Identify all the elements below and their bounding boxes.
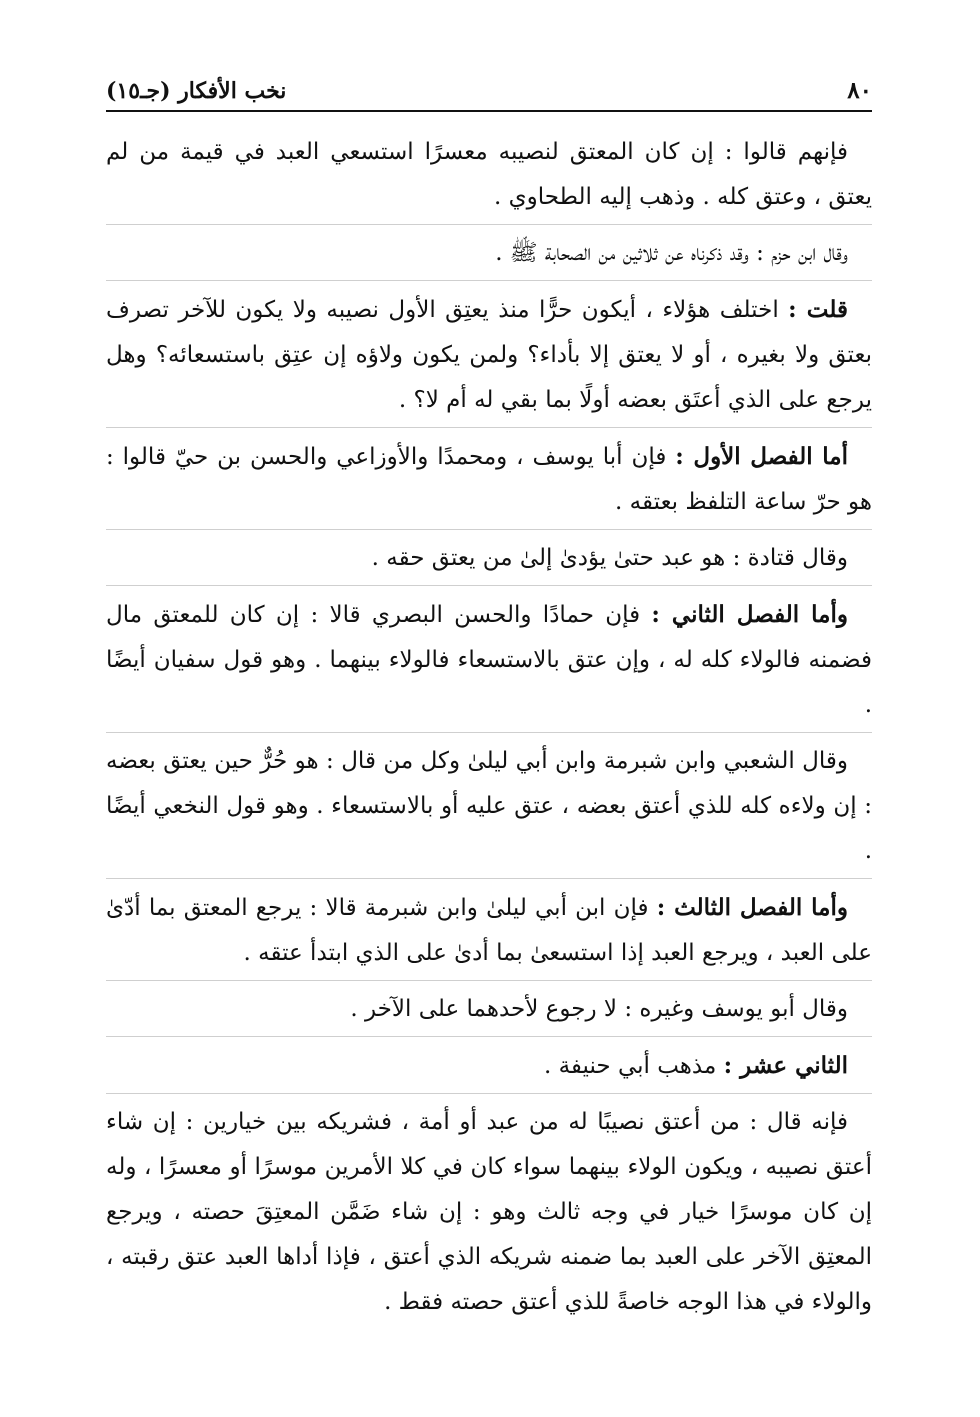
paragraph-text: مذهب أبي حنيفة . — [543, 1053, 724, 1079]
page-body — [106, 124, 872, 1329]
paragraph-lead: قلت : — [788, 296, 848, 323]
paragraph — [106, 1036, 872, 1093]
paragraph-text: فإن أبا يوسف ، ومحمدًا والأوزاعي والحسن بن حيّ قالوا : هو حرّ ساعة التلفظ بعتقه . — [106, 444, 872, 515]
paragraph — [106, 124, 872, 224]
paragraph-text: فإنه قال : من أعتق نصيبًا له من عبد أو أمة ، فشريكه بين خيارين : إن شاء أعتق نصيبه ، ويكون الولاء بينهما سواء كان في كلا الأمرين موسرًا أو معسرًا ، وله إن كان موسرًا خيار في وجه ثالث وهو : إن شاء ضَمَّن المعتِقَ حصته ، ويرجع المعتِق الآخر على العبد بما ضمنه شريكه الذي أعتق ، فإذا أداها العبد عتق رقبته ، والولاء في هذا الوجه خاصةً للذي أعتق حصته فقط . — [106, 1109, 872, 1315]
paragraph-text: فإن ابن أبي ليلىٰ وابن شبرمة قالا : يرجع المعتق بما أدّىٰ على العبد ، ويرجع العبد إذا استسعىٰ بما أدىٰ على الذي ابتدأ عتقه . — [106, 895, 872, 966]
paragraph-text: وقال الشعبي وابن شبرمة وابن أبي ليلىٰ وكل من قال : هو حُرٌّ حين يعتق بعضه : إن ولاءه كله للذي أعتق بعضه ، عتق عليه أو بالاستسعاء . وهو قول النخعي أيضًا . — [106, 748, 872, 864]
paragraph-text: وقال قتادة : هو عبد حتىٰ يؤدىٰ إلىٰ من يعتق حقه . — [371, 545, 848, 571]
paragraph-text: اختلف هؤلاء ، أيكون حرًّا منذ يعتِق الأول نصيبه ولا يكون للآخر تصرف بعتق ولا بغيره ، أو لا يعتق إلا بأداء؟ ولمن يكون ولاؤه إن عتِق باستسعائه؟ وهل يرجع على الذي أعتَق بعضه أولًا بما بقي له أم لا؟ . — [106, 297, 872, 413]
paragraph-lead: الثاني عشر : — [723, 1052, 848, 1079]
paragraph — [106, 280, 872, 427]
paragraph-text: فإنهم قالوا : إن كان المعتق لنصيبه معسرًا استسعي العبد في قيمة من لم يعتق ، وعتق كله . وذهب إليه الطحاوي . — [106, 139, 872, 210]
page-header — [106, 62, 872, 112]
paragraph — [106, 585, 872, 732]
page-number: ٨٠ — [847, 77, 872, 104]
paragraph-lead: وأما الفصل الثالث : — [656, 894, 848, 921]
paragraph-text: وقال ابن حزم : وقد ذكرناه عن ثلاثين من الصحابة ﷺ . — [495, 240, 848, 266]
paragraph — [106, 980, 872, 1036]
paragraph — [106, 1093, 872, 1329]
paragraph-lead: أما الفصل الأول : — [675, 443, 848, 470]
paragraph-lead: وأما الفصل الثاني : — [651, 601, 848, 628]
running-title: نخب الأفكار (جـ١٥) — [106, 78, 287, 104]
paragraph — [106, 529, 872, 585]
paragraph — [106, 732, 872, 878]
paragraph — [106, 878, 872, 980]
paragraph-text: فإن حمادًا والحسن البصري قالا : إن كان للمعتق مال فضمنه فالولاء كله له ، وإن عتق بالاستسعاء فالولاء بينهما . وهو قول سفيان أيضًا . — [106, 602, 872, 718]
paragraph — [106, 224, 872, 280]
paragraph — [106, 427, 872, 529]
paragraph-text: وقال أبو يوسف وغيره : لا رجوع لأحدهما على الآخر . — [350, 996, 848, 1022]
